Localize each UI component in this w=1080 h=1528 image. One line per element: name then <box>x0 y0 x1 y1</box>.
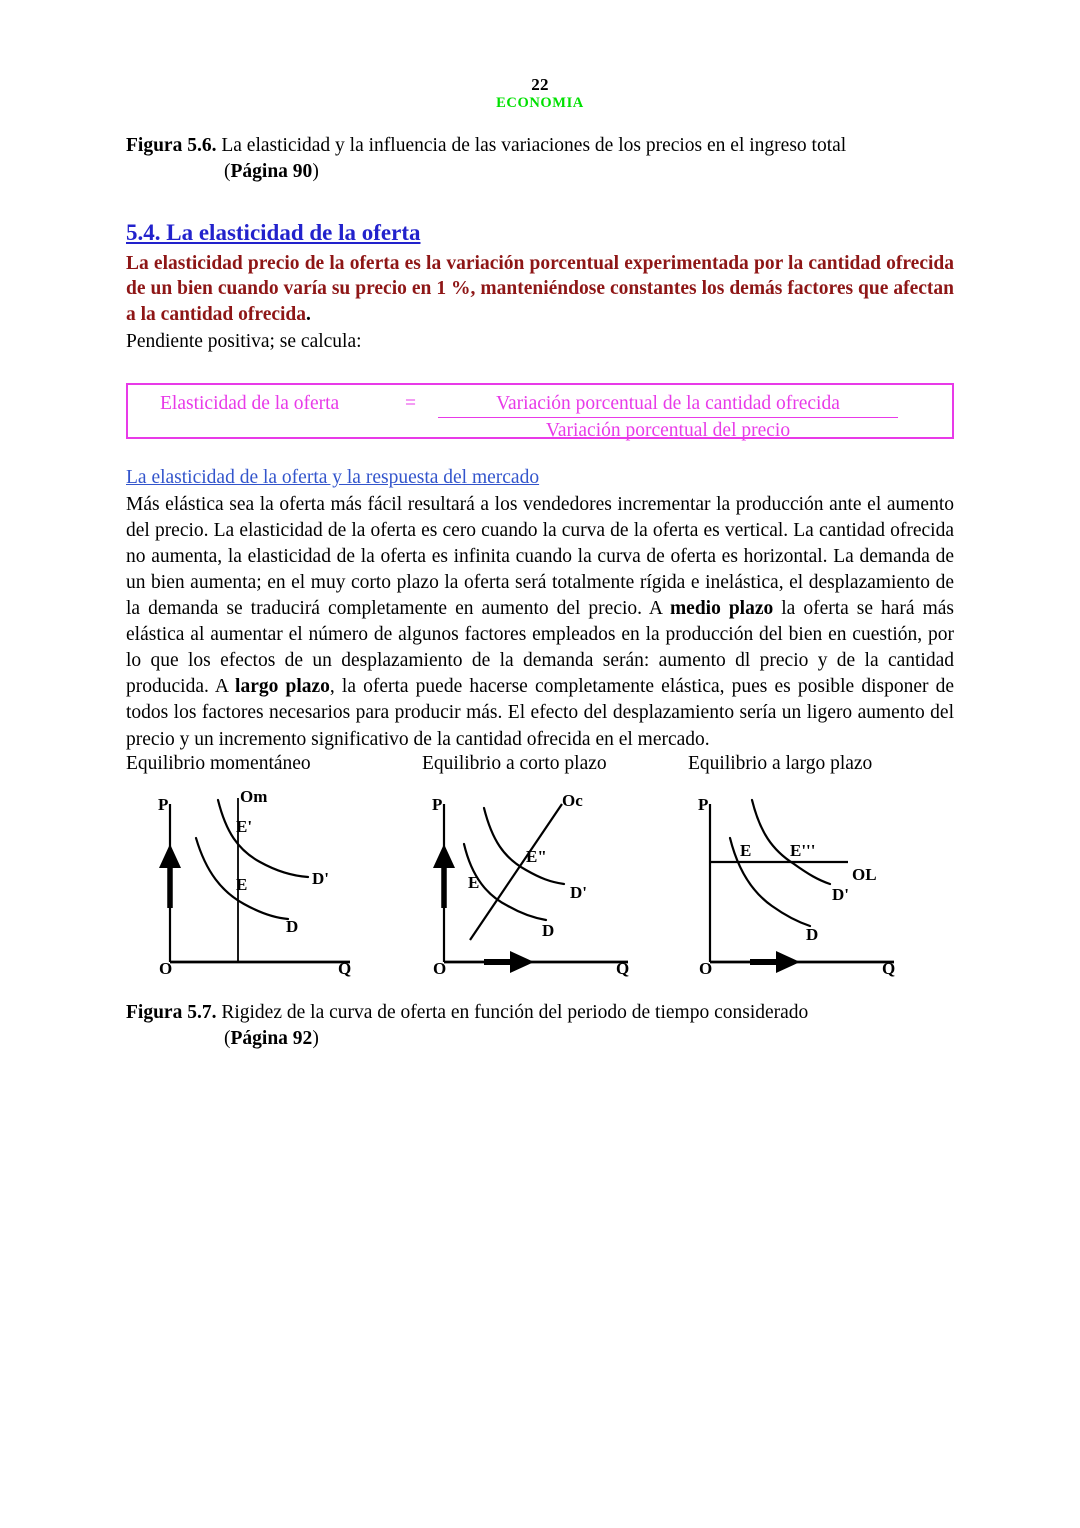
chart-equilibrio-largo-plazo <box>688 752 964 984</box>
figure-5-6-page: Página 90 <box>230 160 313 182</box>
chart-3-svg <box>688 788 964 984</box>
chart-3-demand-label-d: D <box>806 925 819 944</box>
chart-3-ylabel: P <box>698 795 709 814</box>
chart-2-ylabel: P <box>432 795 443 814</box>
formula-equals-sign: = <box>405 392 416 414</box>
chart-2-demand-label-d-prime: D' <box>570 883 587 902</box>
chart-1-equilibrium-label-e: E <box>236 875 248 894</box>
figure-5-6-label: Figura 5.6. <box>126 135 217 157</box>
chart-1-xlabel: Q <box>338 959 352 978</box>
chart-2-xlabel: Q <box>616 959 630 978</box>
paragraph-part-1: Más elástica sea la oferta más fácil resultará a los vendedores incrementar la producción ante el aumento del precio. La elasticidad de la oferta es cero cuando la curva de la oferta es vertical. La cantidad ofrecida no aumenta, la elasticidad de la oferta es infinita cuando la curva de oferta es horizontal. La demanda de un bien aumenta; en el muy corto plazo la oferta será totalmente rígida e inelástica, el desplazamiento de la demanda se traducirá completamente en aumento del precio. A <box>126 494 954 620</box>
main-paragraph <box>126 492 954 752</box>
paragraph-part-3: , la oferta puede hacerse completamente elástica, pues es posible disponer de todos los factores necesarios para producir más. El efecto del desplazamiento sería un ligero aumento del precio y un incremento significativo de la cantidad ofrecida en el mercado. <box>126 676 954 750</box>
page-number: 22 <box>531 75 549 94</box>
paragraph-bold-largo-plazo: largo plazo <box>235 676 330 698</box>
formula-label: Elasticidad de la oferta <box>160 392 340 414</box>
chart-3-title: Equilibrio a largo plazo <box>688 753 873 774</box>
chart-1-demand-label-d: D <box>286 917 299 936</box>
paragraph-bold-medio-plazo: medio plazo <box>669 598 774 620</box>
chart-2-equilibrium-label-e2: E" <box>526 847 547 866</box>
chart-1-title: Equilibrio momentáneo <box>126 753 311 774</box>
page-content <box>126 0 954 753</box>
elasticity-formula-box <box>126 383 954 439</box>
slope-note: Pendiente positiva; se calcula: <box>126 331 362 353</box>
chart-2-svg <box>422 788 698 984</box>
chart-2-supply-label: Oc <box>562 791 583 810</box>
chart-1-demand-curve-d-prime <box>218 800 308 877</box>
chart-1-ylabel: P <box>158 795 169 814</box>
chart-2-price-up-arrow <box>433 844 455 908</box>
elasticity-definition-period: . <box>306 303 311 325</box>
figure-5-6-page-ref <box>224 159 954 185</box>
section-heading-wrapper <box>126 185 954 247</box>
chart-1-demand-label-d-prime: D' <box>312 869 329 888</box>
chart-1-equilibrium-label-e-prime: E' <box>236 817 253 836</box>
chart-3-quantity-right-arrow <box>750 951 800 973</box>
chart-1-svg <box>126 788 402 984</box>
subsection-heading: La elasticidad de la oferta y la respuesta del mercado <box>126 466 540 488</box>
subsection-heading-wrapper <box>126 439 954 490</box>
chart-2-origin-label: O <box>433 959 447 978</box>
diagram-row <box>126 752 954 984</box>
figure-5-6-text: La elasticidad y la influencia de las variaciones de los precios en el ingreso total <box>216 135 847 157</box>
chart-3-equilibrium-label-e3: E''' <box>790 841 816 860</box>
paren-open: ( <box>224 160 231 182</box>
formula-fraction <box>438 393 898 442</box>
chart-1-origin-label: O <box>159 959 173 978</box>
formula-numerator: Variación porcentual de la cantidad ofrecida <box>438 393 898 418</box>
chart-2-demand-label-d: D <box>542 921 555 940</box>
chart-2-supply-curve-oc <box>470 804 562 940</box>
chart-1-price-up-arrow <box>159 844 181 908</box>
document-subtitle: ECONOMIA <box>496 94 584 111</box>
chart-1-supply-label: Om <box>240 788 268 806</box>
paren-close: ) <box>312 160 319 182</box>
chart-equilibrio-momentaneo <box>126 752 402 984</box>
figure-5-7-text: Rigidez de la curva de oferta en función del periodo de tiempo considerado <box>216 1002 809 1023</box>
chart-2-quantity-right-arrow <box>484 951 534 973</box>
chart-2-title: Equilibrio a corto plazo <box>422 753 607 774</box>
paren-open-2: ( <box>224 1027 231 1049</box>
formula-denominator: Variación porcentual del precio <box>545 419 791 441</box>
chart-2-equilibrium-label-e: E <box>468 873 480 892</box>
figure-5-6-caption <box>126 133 954 184</box>
elasticity-definition <box>126 251 954 327</box>
chart-equilibrio-corto-plazo <box>422 752 698 984</box>
paragraph-part-2: la oferta se hará más elástica al aumentar el número de algunos factores empleados en la producción del bien en cuestión, por lo que los efectos de un desplazamiento de la demanda serán: aumento dl precio y de la cantidad producida. A <box>126 598 954 698</box>
figure-5-7-page-ref <box>224 1026 954 1052</box>
figure-5-7-label: Figura 5.7. <box>126 1002 217 1023</box>
chart-3-xlabel: Q <box>882 959 896 978</box>
chart-3-equilibrium-label-e: E <box>740 841 752 860</box>
chart-3-demand-label-d-prime: D' <box>832 885 849 904</box>
chart-3-origin-label: O <box>699 959 713 978</box>
elasticity-definition-text: La elasticidad precio de la oferta es la variación porcentual experimentada por la cantidad ofrecida de un bien cuando varía su precio en 1 %, manteniéndose constantes los demás factores que afectan a la cantidad ofrecida <box>126 253 954 325</box>
section-heading-5-4: 5.4. La elasticidad de la oferta <box>126 219 421 245</box>
figure-5-7-caption <box>126 1000 954 1051</box>
paren-close-2: ) <box>312 1027 319 1049</box>
chart-3-supply-label: OL <box>852 865 877 884</box>
figure-5-7-page: Página 92 <box>230 1027 313 1049</box>
